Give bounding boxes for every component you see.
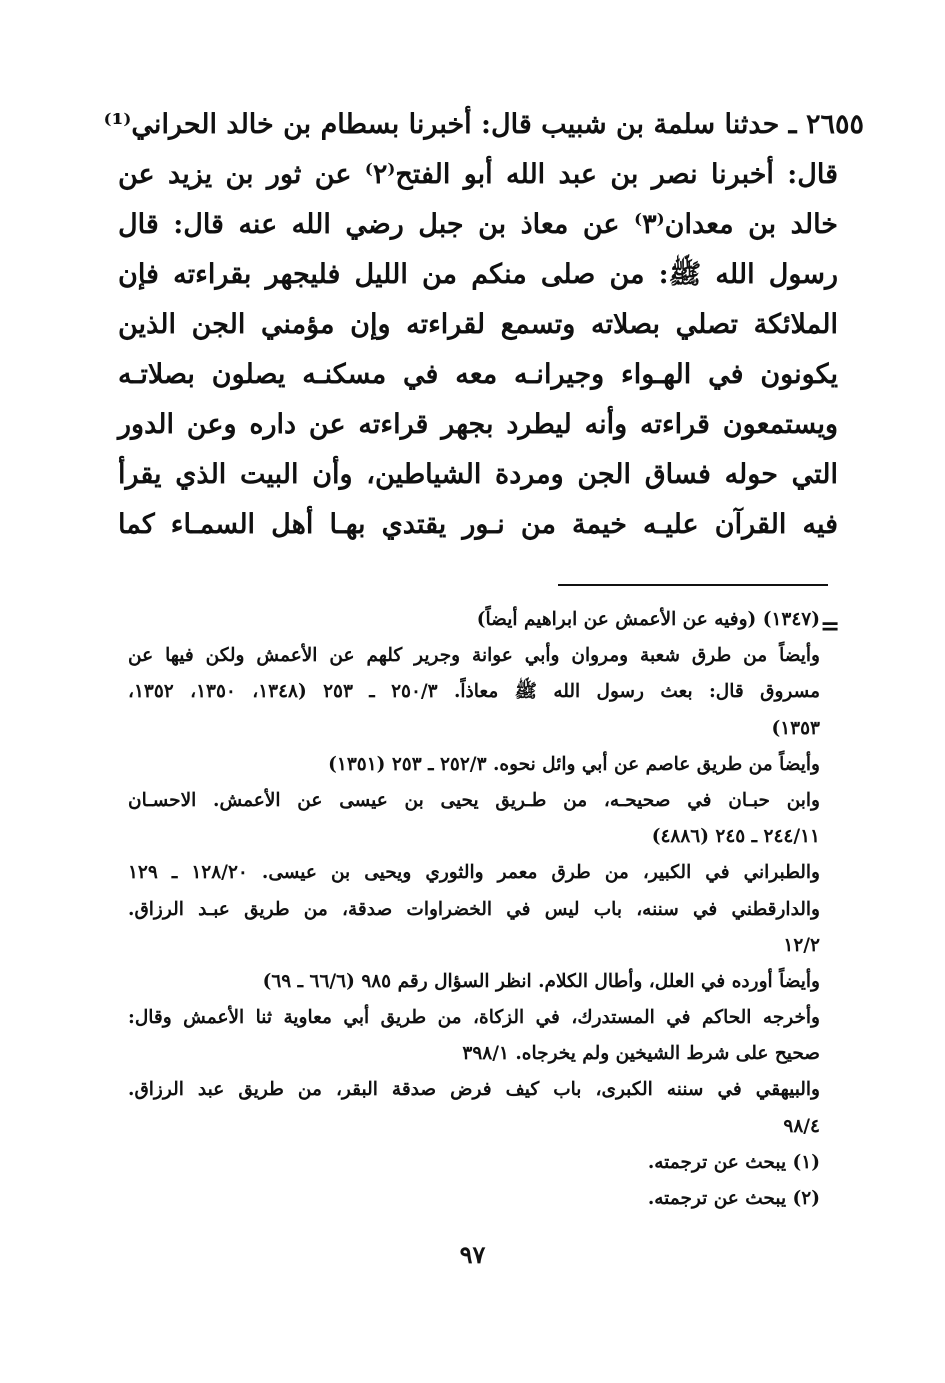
footnote-line: وأخرجه الحاكم في المستدرك، في الزكاة، من طريق أبي معاوية ثنا الأعمش وقال: (128, 1007, 820, 1029)
footnotes-block (128, 602, 820, 1217)
hadith-text-block (103, 100, 864, 550)
footnote-line: ٢٤٤/١١ ـ ٢٤٥ (٤٨٨٦) (651, 826, 820, 848)
footnote-line: ١٢/٢ (783, 934, 820, 956)
footnote-line: مسروق قال: بعث رسول الله ﷺ معاذاً. ٢٥٠/٣ ـ ٢٥٣ (١٣٤٨، ١٣٥٠، ١٣٥٢، (128, 681, 821, 703)
main-line: خالد بن معدان⁽٣⁾ عن معاذ بن جبل رضي الله عنه قال: قال (118, 209, 838, 240)
footnote-line: والبيهقي في سننه الكبرى، باب كيف فرض صدقة البقر، من طريق عبد الرزاق. (128, 1079, 820, 1101)
footnote-1: (١) يبحث عن ترجمته. (647, 1151, 820, 1173)
footnote-line: وأيضاً من طرق شعبة ومروان وأبي عوانة وجرير كلهم عن الأعمش ولكن فيها عن (128, 645, 820, 667)
main-line: فيه القرآن عليـه خيمة من نـور يقتدي بهـا أهل السمـاء كما (118, 509, 838, 540)
footnote-line: وأيضاً أورده في العلل، وأطال الكلام. انظر السؤال رقم ٩٨٥ (٦٦/٦ ـ ٦٩) (262, 970, 820, 992)
main-line: ويستمعون قراءته وأنه ليطرد بجهر قراءته عن داره وعن الدور (118, 409, 838, 440)
footnote-2: (٢) يبحث عن ترجمته. (647, 1188, 820, 1209)
footnote-line: ٩٨/٤ (783, 1115, 820, 1137)
footnote-line: وابن حبـان في صحيحـه، من طـريق يحيى بن عيسى عن الأعمش. الاحسـان (128, 789, 820, 811)
page-number: ٩٧ (459, 1240, 486, 1269)
footnote-line: وأيضاً من طريق عاصم عن أبي وائل نحوه. ٢٥٢/٣ ـ ٢٥٣ (١٣٥١) (328, 753, 820, 775)
main-line: قال: أخبرنا نصر بن عبد الله أبو الفتح⁽٢⁾ عن ثور بن يزيد عن (118, 159, 838, 190)
footnote-line: ١٣٥٣) (771, 717, 820, 739)
footnote-separator (558, 584, 828, 586)
main-line: التي حوله فساق الجن ومردة الشياطين، وأن البيت الذي يقرأ (118, 459, 838, 490)
main-line: رسول الله ﷺ: من صلى منكم من الليل فليجهر بقراءته فإن (118, 259, 838, 290)
footnote-line: صحيح على شرط الشيخين ولم يخرجاه. ٣٩٨/١ (462, 1043, 820, 1065)
footnote-line: والطبراني في الكبير، من طرق معمر والثوري ويحيى بن عيسى. ١٢٨/٢٠ ـ ١٢٩ (128, 862, 820, 884)
footnote-line: والدارقطني في سننه، باب ليس في الخضراوات صدقة، من طريق عبـد الرزاق. (128, 898, 820, 920)
footnote-continuation-mark: = (820, 611, 841, 640)
footnote-line: (١٣٤٧) (وفيه عن الأعمش عن ابراهيم أيضاً) (476, 609, 820, 630)
main-line: الملائكة تصلي بصلاته وتسمع لقراءته وإن مؤمني الجن الذين (118, 309, 838, 340)
main-line: يكونون في الهـواء وجيرانـه معه في مسكنـه يصلون بصلاتـه (118, 359, 838, 390)
main-line: ٢٦٥٥ ـ حدثنا سلمة بن شبيب قال: أخبرنا بسطام بن خالد الحراني⁽¹⁾ (103, 109, 864, 140)
